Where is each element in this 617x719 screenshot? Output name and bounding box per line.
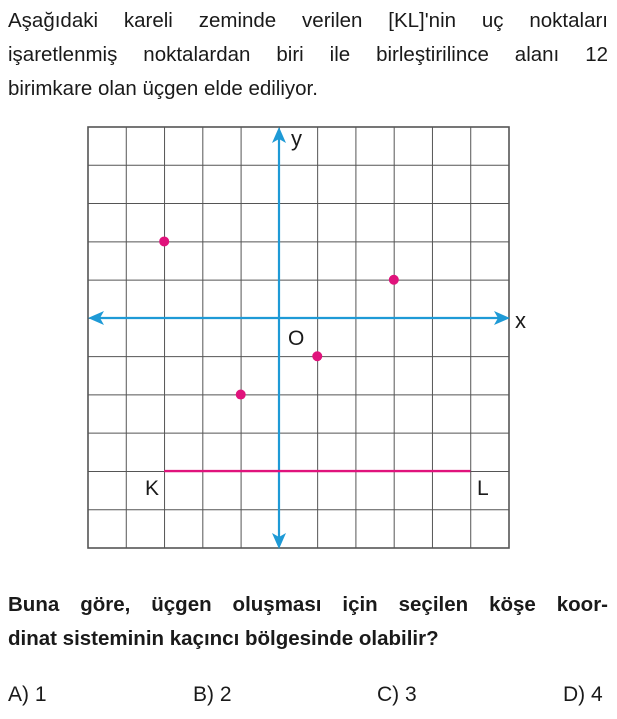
question-line: Aşağıdaki kareli zeminde verilen [KL]'nin uç noktaları — [8, 9, 608, 32]
y-axis-label: y — [291, 126, 302, 151]
question-line: birimkare olan üçgen elde ediliyor. — [8, 77, 318, 100]
segment-start-label: K — [145, 477, 160, 500]
x-axis-label: x — [515, 308, 526, 333]
choice-c[interactable]: C) 3 — [377, 683, 417, 706]
prompt-line: dinat sisteminin kaçıncı bölgesinde olabilir? — [8, 627, 439, 650]
prompt-line: Buna göre, üçgen oluşması için seçilen köşe koor- — [8, 593, 608, 616]
choice-b[interactable]: B) 2 — [193, 683, 232, 706]
marked-point — [389, 275, 399, 285]
marked-point — [159, 236, 169, 246]
segment-end-label: L — [477, 477, 489, 500]
question-prompt — [8, 588, 608, 656]
marked-point — [312, 351, 322, 361]
choice-a[interactable]: A) 1 — [8, 683, 47, 706]
question-line: işaretlenmiş noktalardan biri ile birleştirilince alanı 12 — [8, 43, 608, 66]
origin-label: O — [288, 327, 305, 350]
choice-d[interactable]: D) 4 — [563, 683, 603, 706]
marked-point — [236, 390, 246, 400]
